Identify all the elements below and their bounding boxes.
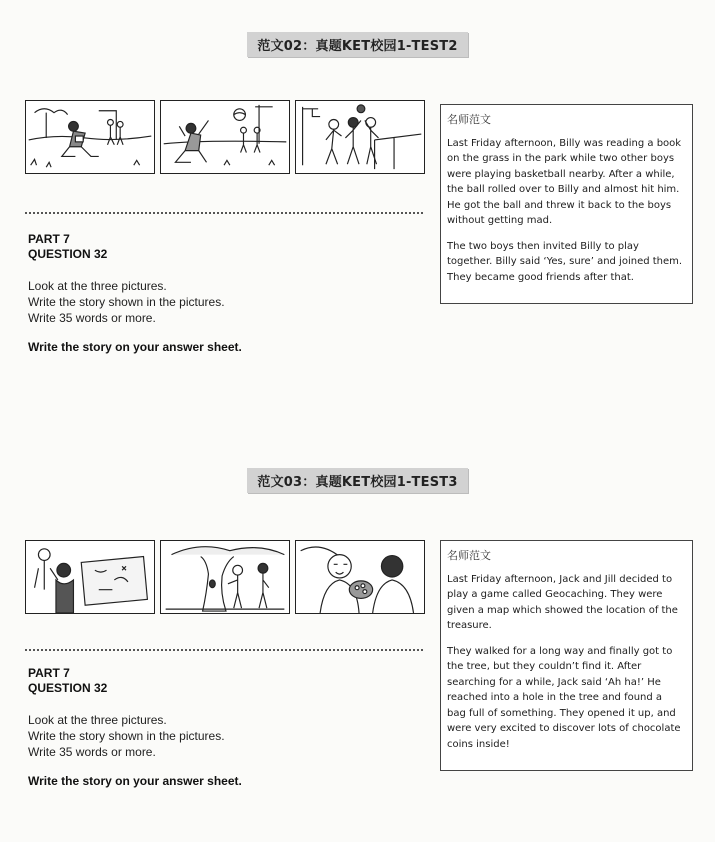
- essay-heading: 名师范文: [447, 549, 491, 562]
- essay-paragraph: They walked for a long way and finally got to the tree, but they couldn’t find it. After searching for a while, Jack said ‘Ah ha!’ He reached into a hole in the tree and found a bag full of something. They opened it up, and were very excited to discover lots of chocolate coins inside!: [447, 645, 681, 750]
- picture-kids-tree: [160, 540, 290, 614]
- instruction-line: Write 35 words or more.: [28, 745, 156, 759]
- section-test3: [0, 440, 715, 842]
- instruction-line: Look at the three pictures.: [28, 279, 167, 293]
- part-heading: [28, 232, 107, 262]
- part-label: PART 7: [28, 666, 70, 680]
- instructions: [28, 712, 225, 760]
- question-label: QUESTION 32: [28, 247, 108, 261]
- boy-reading-illustration: [26, 101, 154, 173]
- instruction-line: Write the story shown in the pictures.: [28, 729, 225, 743]
- picture-kids-treasure: [295, 540, 425, 614]
- section-test2: [0, 0, 715, 402]
- model-essay-box: [440, 104, 693, 304]
- basketball-illustration: [296, 101, 424, 173]
- instruction-line: Look at the three pictures.: [28, 713, 167, 727]
- question-label: QUESTION 32: [28, 681, 108, 695]
- part-heading: [28, 666, 107, 696]
- instructions: [28, 278, 225, 326]
- picture-boy-reading: [25, 100, 155, 174]
- essay-paragraph: The two boys then invited Billy to play together. Billy said ‘Yes, sure’ and joined them. They became good friends after that.: [447, 240, 683, 283]
- boy-throwing-illustration: [161, 101, 289, 173]
- section-title: 范文02：真题KET校园1-TEST2: [247, 32, 467, 57]
- essay-paragraph: Last Friday afternoon, Billy was reading a book on the grass in the park while two other boys were playing basketball nearby. After a while, the ball rolled over to Billy and almost hit him. He got the ball and threw it back to the boys without getting mad.: [447, 137, 682, 226]
- kids-tree-illustration: [161, 541, 289, 613]
- essay-heading: 名师范文: [447, 113, 491, 126]
- model-essay-box: [440, 540, 693, 771]
- section-title: 范文03：真题KET校园1-TEST3: [247, 468, 467, 493]
- answer-instruction: Write the story on your answer sheet.: [28, 774, 242, 788]
- picture-strip: [25, 540, 423, 616]
- essay-paragraph: Last Friday afternoon, Jack and Jill decided to play a game called Geocaching. They were given a map which showed the location of the treasure.: [447, 573, 678, 631]
- dotted-divider: [25, 212, 423, 214]
- picture-strip: [25, 100, 423, 176]
- kids-map-illustration: [26, 541, 154, 613]
- kids-treasure-illustration: [296, 541, 424, 613]
- instruction-line: Write the story shown in the pictures.: [28, 295, 225, 309]
- dotted-divider: [25, 649, 423, 651]
- answer-instruction: Write the story on your answer sheet.: [28, 340, 242, 354]
- part-label: PART 7: [28, 232, 70, 246]
- picture-boys-basketball: [295, 100, 425, 174]
- instruction-line: Write 35 words or more.: [28, 311, 156, 325]
- picture-kids-map: [25, 540, 155, 614]
- picture-boy-throwing: [160, 100, 290, 174]
